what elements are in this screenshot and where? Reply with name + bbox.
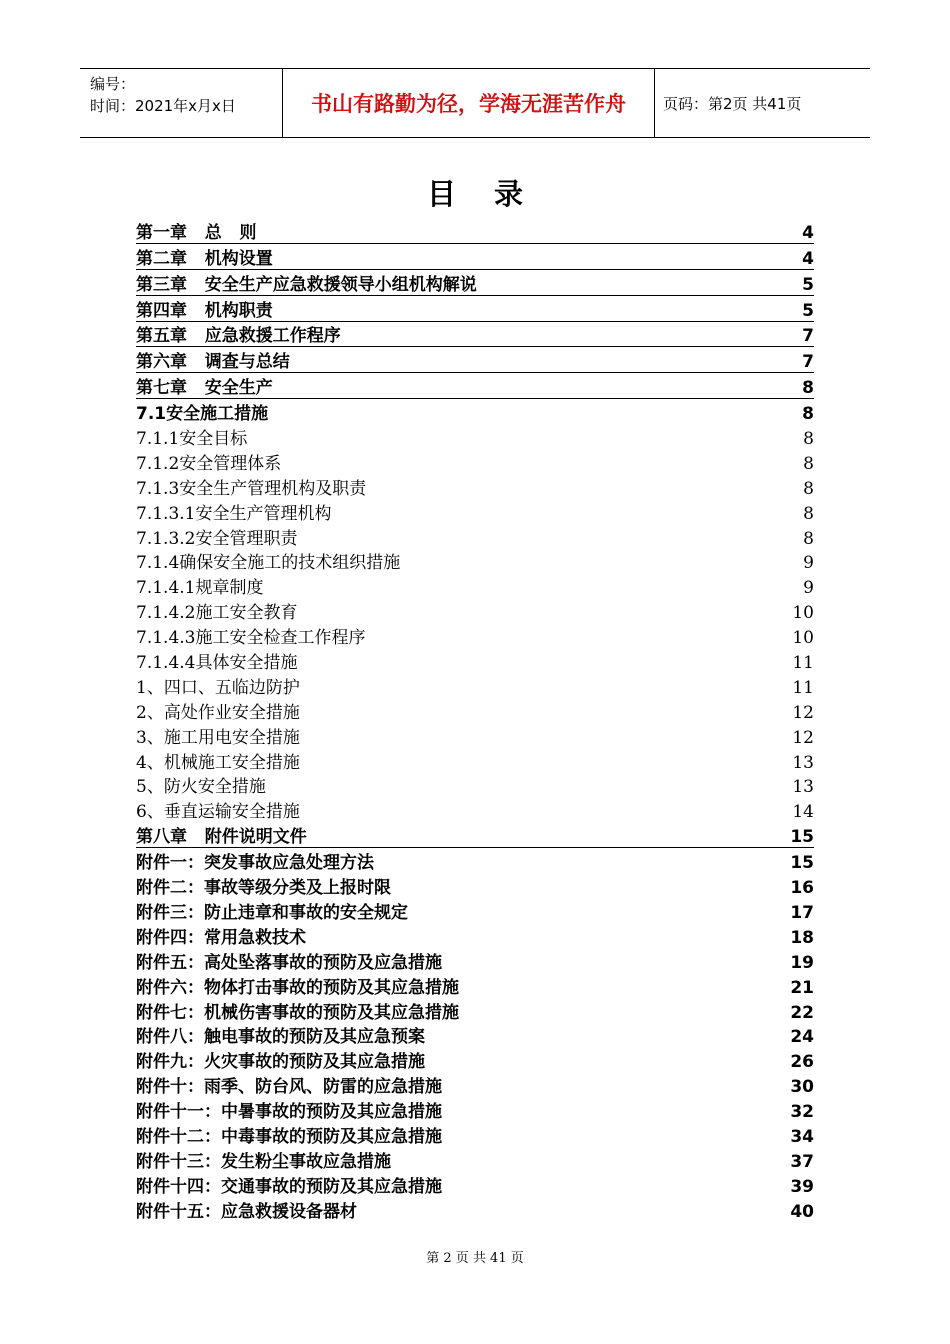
toc-entry-page: 32 bbox=[790, 1102, 814, 1123]
header-page-info: 页码：第2页 共41页 bbox=[663, 94, 802, 113]
toc-entry-label: 第一章 总 则 bbox=[136, 222, 257, 243]
toc-entry[interactable] bbox=[136, 673, 814, 698]
toc-entry-page: 37 bbox=[790, 1151, 814, 1172]
toc-entry-label: 第二章 机构设置 bbox=[136, 248, 273, 269]
toc-entry[interactable] bbox=[136, 1147, 814, 1172]
toc-entry-label: 附件二：事故等级分类及上报时限 bbox=[136, 878, 391, 899]
toc-entry[interactable] bbox=[136, 449, 814, 474]
toc-entry[interactable] bbox=[136, 598, 814, 623]
toc-entry[interactable] bbox=[136, 1047, 814, 1072]
toc-entry-label: 附件十：雨季、防台风、防雷的应急措施 bbox=[136, 1077, 442, 1098]
toc-entry-label: 5、防火安全措施 bbox=[136, 777, 266, 798]
toc-entry[interactable] bbox=[136, 347, 814, 373]
toc-entry-label: 7.1.3.1安全生产管理机构 bbox=[136, 503, 332, 524]
toc-entry-label: 7.1.2安全管理体系 bbox=[136, 453, 282, 474]
toc-entry-label: 附件四：常用急救技术 bbox=[136, 927, 306, 948]
toc-entry-label: 4、机械施工安全措施 bbox=[136, 752, 300, 773]
toc-entry-page: 16 bbox=[790, 878, 814, 899]
toc-entry-label: 7.1.3.2安全管理职责 bbox=[136, 528, 298, 549]
toc-entry-page: 10 bbox=[792, 603, 814, 624]
toc-entry-page: 17 bbox=[790, 902, 814, 923]
toc-entry[interactable] bbox=[136, 270, 814, 296]
toc-entry[interactable] bbox=[136, 373, 814, 399]
toc-entry-label: 7.1.3安全生产管理机构及职责 bbox=[136, 478, 367, 499]
toc-entry-page: 8 bbox=[803, 429, 814, 450]
toc-entry-label: 3、施工用电安全措施 bbox=[136, 727, 300, 748]
toc-entry-page: 13 bbox=[792, 752, 814, 773]
toc-entry[interactable] bbox=[136, 296, 814, 322]
toc-entry-label: 7.1.4.4具体安全措施 bbox=[136, 653, 298, 674]
toc-entry[interactable] bbox=[136, 898, 814, 923]
toc-entry-page: 8 bbox=[803, 528, 814, 549]
toc-entry[interactable] bbox=[136, 797, 814, 822]
toc-entry[interactable] bbox=[136, 244, 814, 270]
toc-entry-label: 1、四口、五临边防护 bbox=[136, 677, 300, 698]
toc-entry-page: 4 bbox=[802, 248, 814, 269]
toc-entry-label: 第七章 安全生产 bbox=[136, 378, 273, 399]
toc-entry-label: 7.1.1安全目标 bbox=[136, 429, 248, 450]
toc-entry[interactable] bbox=[136, 723, 814, 748]
toc-entry-page: 8 bbox=[803, 478, 814, 499]
toc-entry[interactable] bbox=[136, 549, 814, 574]
toc-entry[interactable] bbox=[136, 399, 814, 424]
toc-title: 目录 bbox=[426, 177, 561, 211]
toc-entry-page: 8 bbox=[803, 453, 814, 474]
toc-entry-page: 4 bbox=[802, 222, 814, 243]
toc-entry[interactable] bbox=[136, 1023, 814, 1048]
toc-entry[interactable] bbox=[136, 698, 814, 723]
toc-entry-label: 附件八：触电事故的预防及其应急预案 bbox=[136, 1027, 425, 1048]
toc-entry-label: 附件十五：应急救援设备器材 bbox=[136, 1201, 357, 1222]
toc-entry-label: 第三章 安全生产应急救援领导小组机构解说 bbox=[136, 274, 477, 295]
toc-entry-label: 附件十三：发生粉尘事故应急措施 bbox=[136, 1151, 391, 1172]
toc-entry[interactable] bbox=[136, 322, 814, 348]
header-meta bbox=[80, 69, 282, 137]
toc-entry-label: 附件九：火灾事故的预防及其应急措施 bbox=[136, 1052, 425, 1073]
toc-entry-label: 7.1安全施工措施 bbox=[136, 404, 269, 425]
page-header bbox=[80, 68, 870, 138]
page-footer: 第 2 页 共 41 页 bbox=[426, 1251, 524, 1266]
toc-entry-page: 40 bbox=[790, 1201, 814, 1222]
toc-entry-page: 24 bbox=[790, 1027, 814, 1048]
toc-entry-label: 附件一：突发事故应急处理方法 bbox=[136, 853, 374, 874]
toc-entry-page: 19 bbox=[790, 952, 814, 973]
header-motto: 书山有路勤为径，学海无涯苦作舟 bbox=[311, 92, 626, 116]
toc-entry-label: 7.1.4.3施工安全检查工作程序 bbox=[136, 628, 366, 649]
toc-entry-page: 5 bbox=[802, 274, 814, 295]
toc-entry[interactable] bbox=[136, 474, 814, 499]
toc-entry[interactable] bbox=[136, 1197, 814, 1222]
toc-entry-label: 附件五：高处坠落事故的预防及应急措施 bbox=[136, 952, 442, 973]
toc-entry-page: 26 bbox=[790, 1052, 814, 1073]
toc-entry[interactable] bbox=[136, 822, 814, 848]
toc-entry-page: 8 bbox=[803, 503, 814, 524]
toc-entry[interactable] bbox=[136, 424, 814, 449]
document-date: 时间：2021年x月x日 bbox=[90, 97, 236, 115]
header-motto-cell bbox=[282, 69, 655, 137]
toc-entry[interactable] bbox=[136, 648, 814, 673]
toc-entry-page: 9 bbox=[803, 578, 814, 599]
toc-entry[interactable] bbox=[136, 1122, 814, 1147]
toc-entry-page: 13 bbox=[792, 777, 814, 798]
toc-entry-page: 18 bbox=[790, 927, 814, 948]
toc-entry[interactable] bbox=[136, 524, 814, 549]
toc-entry-label: 附件十四：交通事故的预防及其应急措施 bbox=[136, 1176, 442, 1197]
toc-entry-label: 附件七：机械伤害事故的预防及其应急措施 bbox=[136, 1002, 459, 1023]
toc-entry-label: 2、高处作业安全措施 bbox=[136, 702, 300, 723]
toc-entry-label: 附件六：物体打击事故的预防及其应急措施 bbox=[136, 977, 459, 998]
toc-entry-page: 30 bbox=[790, 1077, 814, 1098]
toc-entry[interactable] bbox=[136, 773, 814, 798]
toc-entry-page: 7 bbox=[802, 352, 814, 373]
toc-entry-label: 第六章 调查与总结 bbox=[136, 352, 290, 373]
toc-entry-page: 22 bbox=[790, 1002, 814, 1023]
toc-entry-label: 6、垂直运输安全措施 bbox=[136, 802, 300, 823]
toc-entry[interactable] bbox=[136, 923, 814, 948]
toc-entry-page: 15 bbox=[790, 827, 814, 848]
toc-entry-label: 附件十二：中毒事故的预防及其应急措施 bbox=[136, 1126, 442, 1147]
toc-entry-page: 15 bbox=[790, 853, 814, 874]
toc-entry[interactable] bbox=[136, 1072, 814, 1097]
toc-entry-page: 12 bbox=[792, 702, 814, 723]
toc-entry-page: 11 bbox=[792, 653, 814, 674]
toc-entry[interactable] bbox=[136, 1172, 814, 1197]
toc-entry[interactable] bbox=[136, 623, 814, 648]
toc-entry[interactable] bbox=[136, 573, 814, 598]
toc-entry-label: 第五章 应急救援工作程序 bbox=[136, 326, 341, 347]
toc-entry-page: 7 bbox=[802, 326, 814, 347]
toc-entry-page: 8 bbox=[802, 404, 814, 425]
toc-entry-label: 7.1.4.2施工安全教育 bbox=[136, 603, 298, 624]
toc-entry[interactable] bbox=[136, 499, 814, 524]
toc-entry-label: 7.1.4确保安全施工的技术组织措施 bbox=[136, 553, 401, 574]
toc-entry-page: 11 bbox=[792, 677, 814, 698]
toc-entry-label: 附件三：防止违章和事故的安全规定 bbox=[136, 902, 408, 923]
toc-entry-label: 第八章 附件说明文件 bbox=[136, 827, 307, 848]
toc-entry-page: 5 bbox=[802, 300, 814, 321]
toc-entry[interactable] bbox=[136, 748, 814, 773]
toc-entry-page: 39 bbox=[790, 1176, 814, 1197]
toc-entry-page: 21 bbox=[790, 977, 814, 998]
toc-entry-label: 7.1.4.1规章制度 bbox=[136, 578, 264, 599]
toc-entry[interactable] bbox=[136, 873, 814, 898]
toc-entry-page: 34 bbox=[790, 1126, 814, 1147]
toc-entry-page: 12 bbox=[792, 727, 814, 748]
document-number: 编号： bbox=[90, 75, 136, 93]
toc-entry[interactable] bbox=[136, 948, 814, 973]
toc-entry[interactable] bbox=[136, 218, 814, 244]
toc-entry-page: 9 bbox=[803, 553, 814, 574]
toc-entry-label: 第四章 机构职责 bbox=[136, 300, 273, 321]
toc-entry-page: 8 bbox=[802, 378, 814, 399]
toc-entry[interactable] bbox=[136, 973, 814, 998]
table-of-contents bbox=[136, 218, 814, 1222]
toc-entry[interactable] bbox=[136, 1097, 814, 1122]
toc-entry-page: 10 bbox=[792, 628, 814, 649]
toc-entry[interactable] bbox=[136, 998, 814, 1023]
toc-entry-label: 附件十一：中暑事故的预防及其应急措施 bbox=[136, 1102, 442, 1123]
toc-entry-page: 14 bbox=[792, 802, 814, 823]
toc-entry[interactable] bbox=[136, 848, 814, 873]
